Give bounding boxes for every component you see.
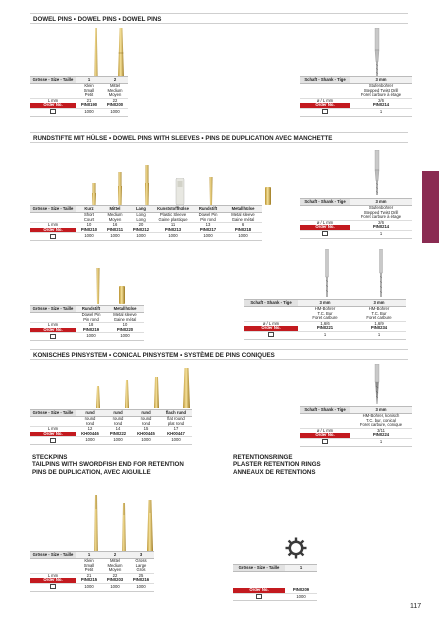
sleeve-pin-long-image xyxy=(144,165,150,205)
length-cell: 25 xyxy=(128,573,154,578)
size-cell: 2 xyxy=(102,552,128,559)
chapter-tab-marker[interactable] xyxy=(422,171,439,243)
dimension-cell: 2/6 xyxy=(350,220,412,225)
package-icon xyxy=(268,332,274,337)
stepped-drill-table-2 xyxy=(300,198,412,239)
dowel-pin-long-image xyxy=(95,268,101,304)
size-cell: Kurz xyxy=(76,206,102,213)
order-number[interactable]: PIN0218 xyxy=(234,226,252,232)
desc-cell: Klein Small Petit xyxy=(76,84,102,99)
length-cell: 12 xyxy=(76,427,104,432)
length-label: L mm xyxy=(30,427,76,432)
metal-sleeve-long-image xyxy=(118,286,126,304)
pack-qty: 1 xyxy=(298,331,352,339)
pack-qty: 1000 xyxy=(132,437,160,445)
size-cell: Lang xyxy=(128,206,154,213)
order-number[interactable]: PIN0234 xyxy=(370,325,388,331)
title-line: PINS DE DUPLICATION, AVEC AIGUILLE xyxy=(32,468,151,476)
section-header-dowel-pins: DOWEL PINS • DOWEL PINS • DOWEL PINS xyxy=(30,13,408,24)
conical-pin-15-image xyxy=(153,377,160,408)
length-cell: 22 xyxy=(102,98,128,103)
desc-cell: Medium Moyen xyxy=(102,213,128,223)
desc-cell: Klein Small Petit xyxy=(76,559,102,574)
size-cell: 1 xyxy=(76,552,102,559)
pack-qty: 1 xyxy=(350,438,412,446)
pack-qty: 1 xyxy=(352,331,406,339)
order-label: Order No. xyxy=(30,228,76,233)
dowel-pins-table xyxy=(30,76,128,117)
dowel-pin-size-1-image xyxy=(93,28,99,78)
shank-cell: 3 mm xyxy=(350,407,412,414)
length-label: L mm xyxy=(30,223,76,228)
order-label: Order No. xyxy=(233,588,285,593)
desc-cell: Dowel Pin Pin rond xyxy=(192,213,224,223)
pack-qty: 1000 xyxy=(285,593,317,601)
length-cell: 16 xyxy=(102,223,128,228)
order-number[interactable]: PIN0215 xyxy=(80,577,98,583)
tailpin-size-1-image xyxy=(93,495,99,551)
pack-qty: 1000 xyxy=(128,583,154,591)
order-label: Order No. xyxy=(30,432,76,437)
dimension-cell: 3/11 xyxy=(350,428,412,433)
pack-qty: 1000 xyxy=(102,233,128,241)
page-number: 117 xyxy=(410,603,422,610)
metal-sleeve-image xyxy=(264,187,272,205)
order-number[interactable]: PIN0212 xyxy=(132,226,150,232)
order-number[interactable]: PIN0224 xyxy=(372,432,390,438)
dimension-label: ø / L mm xyxy=(300,220,350,225)
desc-cell: flat round plat rond xyxy=(160,417,192,427)
size-cell: Kunststoffhülse xyxy=(154,206,192,213)
size-cell: Metallhülse xyxy=(224,206,262,213)
size-cell: Rundstift xyxy=(76,306,106,313)
size-label: Grösse - Size - Taille xyxy=(30,206,76,213)
conical-bur-table xyxy=(300,406,412,447)
order-number[interactable]: PIN0213 xyxy=(164,226,182,232)
sleeve-pin-medium-image xyxy=(117,172,123,205)
dimension-cell: 2/6 xyxy=(350,98,412,103)
length-cell: 22 xyxy=(102,573,128,578)
desc-cell: HM-Bohrer T.C. Bur Foret carbure xyxy=(352,307,406,322)
size-cell: rund xyxy=(104,410,132,417)
shank-cell: 3 mm xyxy=(298,300,352,307)
pack-qty: 1000 xyxy=(76,333,106,341)
dimension-label: ø / L mm xyxy=(300,98,350,103)
size-cell: rund xyxy=(132,410,160,417)
shank-cell: 3 mm xyxy=(350,77,412,84)
size-label: Grösse - Size - Taille xyxy=(30,410,76,417)
tailpins-table xyxy=(30,551,154,592)
order-number[interactable]: PIN0216 xyxy=(132,577,150,583)
pack-qty: 1000 xyxy=(104,437,132,445)
desc-cell: Gross Large Gros xyxy=(128,559,154,574)
desc-cell: Metal sleeve Gaine métal xyxy=(224,213,262,223)
length-cell: 6 xyxy=(224,223,262,228)
size-cell: Mittel xyxy=(102,206,128,213)
desc-cell: Dowel Pin Pin rond xyxy=(76,313,106,323)
order-label: Order No. xyxy=(300,103,350,108)
desc-cell: round rond xyxy=(104,417,132,427)
package-icon xyxy=(322,231,328,236)
order-label: Order No. xyxy=(300,433,350,438)
pack-qty: 1000 xyxy=(76,437,104,445)
order-number[interactable]: PIN0203 xyxy=(106,577,124,583)
stepped-drill-image xyxy=(373,28,381,78)
pack-qty: 1000 xyxy=(76,233,102,241)
size-label: Grösse - Size - Taille xyxy=(233,565,285,572)
pack-qty: 1000 xyxy=(76,583,102,591)
order-number[interactable]: KH00445 xyxy=(137,430,155,436)
order-label: Order No. xyxy=(30,328,76,333)
dimension-label: ø / L mm xyxy=(244,321,298,326)
dowel-pin-round-image xyxy=(208,177,214,205)
order-number[interactable]: PIN0221 xyxy=(316,325,334,331)
carbide-bur-table xyxy=(244,299,406,340)
carbide-bur-image xyxy=(324,249,330,299)
sleeve-pin-short-image xyxy=(91,183,97,205)
stepped-drill-table xyxy=(300,76,412,117)
length-label: L mm xyxy=(30,98,76,103)
desc-cell: round rond xyxy=(132,417,160,427)
length-label: L mm xyxy=(30,323,76,328)
length-cell: 15 xyxy=(132,427,160,432)
size-cell: flach rund xyxy=(160,410,192,417)
dimension-cell: 1,6/9 xyxy=(352,321,406,326)
pack-qty: 1000 xyxy=(102,108,128,116)
shank-label: Schaft - Shank - Tige xyxy=(300,407,350,414)
desc-cell: Plastic Sleeve Gaine plastique xyxy=(154,213,192,223)
section-header-conical-pinsystem: KONISCHES PINSYSTEM • CONICAL PINSYSTEM • SYSTÈME DE PINS CONIQUES xyxy=(30,349,408,360)
order-number[interactable]: KH00446 xyxy=(81,430,99,436)
order-number[interactable]: PIN0214 xyxy=(372,224,390,230)
stepped-drill-image xyxy=(373,150,381,196)
pack-qty: 1000 xyxy=(224,233,262,241)
size-label: Grösse - Size - Taille xyxy=(30,306,76,313)
length-cell: 13 xyxy=(192,223,224,228)
dimension-cell: 1,6/6 xyxy=(298,321,352,326)
size-cell: 1 xyxy=(76,77,102,84)
length-cell: 18 xyxy=(76,323,106,328)
order-number[interactable]: PIN0211 xyxy=(106,226,124,232)
package-icon xyxy=(322,109,328,114)
package-icon xyxy=(50,584,56,589)
order-number[interactable]: KH00447 xyxy=(167,430,185,436)
size-cell: Rundstift xyxy=(192,206,224,213)
length-cell: 17 xyxy=(160,427,192,432)
dowel-pins-sleeves-table xyxy=(30,205,262,241)
length-cell: 21 xyxy=(76,573,102,578)
conical-pins-table xyxy=(30,409,192,445)
title-line: RETENTIONSRINGE xyxy=(233,454,293,461)
order-label: Order No. xyxy=(300,225,350,230)
order-label: Order No. xyxy=(30,103,76,108)
desc-cell: Stufenbohrer Stepped Twist Drill Foret carbure à étage xyxy=(350,84,412,99)
package-icon xyxy=(50,438,56,443)
length-cell: 14 xyxy=(104,427,132,432)
desc-cell: Mittel Medium Moyen xyxy=(102,84,128,99)
shank-label: Schaft - Shank - Tige xyxy=(244,300,298,307)
dimension-label: ø / L mm xyxy=(300,428,350,433)
conical-pin-14-image xyxy=(124,380,130,408)
section-header-retention-rings xyxy=(233,454,321,476)
plastic-sleeve-image xyxy=(175,178,185,205)
pack-qty: 1000 xyxy=(102,583,128,591)
dowel-pin-metal-sleeve-table xyxy=(30,305,144,341)
package-icon xyxy=(50,334,56,339)
order-number[interactable]: PIN0217 xyxy=(199,226,217,232)
length-cell: 10 xyxy=(106,323,144,328)
order-number[interactable]: PIN0214 xyxy=(372,102,390,108)
dowel-pin-size-2-image xyxy=(117,28,125,78)
shank-label: Schaft - Shank - Tige xyxy=(300,199,350,206)
desc-cell: HM-Bohrer, konisch T.C. bur, conical Foret carbure, conique xyxy=(350,414,412,429)
size-cell: 3 xyxy=(128,552,154,559)
section-header-dowel-pins-sleeves: RUNDSTIFTE MIT HÜLSE • DOWEL PINS WITH SLEEVES • PINS DE DUPLICATION AVEC MANCHETTE xyxy=(30,132,408,143)
size-cell: 2 xyxy=(102,77,128,84)
order-number[interactable]: PIN0210 xyxy=(80,226,98,232)
title-line: TAILPINS WITH SWORDFISH END FOR RETENTION xyxy=(32,461,184,469)
size-label: Grösse - Size - Taille xyxy=(30,77,76,84)
order-number[interactable]: PIN0219 xyxy=(82,326,100,332)
pack-qty: 1000 xyxy=(128,233,154,241)
title-line: STECKPINS xyxy=(32,454,68,461)
size-cell: 1 xyxy=(285,565,317,572)
package-icon xyxy=(322,439,328,444)
pack-qty: 1000 xyxy=(76,108,102,116)
order-label: Order No. xyxy=(30,578,76,583)
pack-qty: 1 xyxy=(350,108,412,116)
length-cell: 11 xyxy=(154,223,192,228)
desc-cell: round rond xyxy=(76,417,104,427)
size-label: Grösse - Size - Taille xyxy=(30,552,76,559)
carbide-bur-image xyxy=(378,249,384,299)
package-icon xyxy=(256,594,262,599)
pack-qty: 1 xyxy=(350,230,412,238)
shank-cell: 3 mm xyxy=(350,199,412,206)
conical-pin-flat-image xyxy=(182,368,191,408)
length-cell: 21 xyxy=(76,98,102,103)
size-cell: Metallhülse xyxy=(106,306,144,313)
package-icon xyxy=(50,234,56,239)
title-line: PLASTER RETENTION RINGS xyxy=(233,461,321,469)
tailpin-size-2-image xyxy=(121,503,127,551)
length-cell: 20 xyxy=(128,223,154,228)
desc-cell: Mittel Medium Moyen xyxy=(102,559,128,574)
retention-ring-image xyxy=(285,537,307,559)
package-icon xyxy=(50,109,56,114)
desc-cell: Metal sleeve Gaine métal xyxy=(106,313,144,323)
desc-cell: Stufenbohrer Stepped Twist Drill Foret carbure à étage xyxy=(350,206,412,221)
conical-bur-image xyxy=(373,364,381,406)
order-number[interactable]: PIN0209 xyxy=(292,587,310,592)
conical-pin-12-image xyxy=(95,386,101,408)
section-header-steckpins xyxy=(32,454,184,476)
tailpin-size-3-image xyxy=(146,500,154,551)
order-number[interactable]: PIN0220 xyxy=(116,326,134,332)
desc-cell: HM-Bohrer T.C. Bur Foret carbure xyxy=(298,307,352,322)
pack-qty: 1000 xyxy=(106,333,144,341)
length-cell: 10 xyxy=(76,223,102,228)
pack-qty: 1000 xyxy=(192,233,224,241)
order-number[interactable]: PIN0222 xyxy=(109,430,127,436)
desc-cell: Long Long xyxy=(128,213,154,223)
shank-cell: 3 mm xyxy=(352,300,406,307)
order-label: Order No. xyxy=(244,326,298,331)
length-label: L mm xyxy=(30,573,76,578)
order-number[interactable]: PIN0200 xyxy=(106,102,124,108)
shank-label: Schaft - Shank - Tige xyxy=(300,77,350,84)
retention-rings-table xyxy=(233,564,317,601)
title-line: ANNEAUX DE RETENTIONS xyxy=(233,468,316,476)
size-cell: rund xyxy=(76,410,104,417)
desc-cell: Short Court xyxy=(76,213,102,223)
pack-qty: 1000 xyxy=(160,437,192,445)
order-number[interactable]: PIN0190 xyxy=(80,102,98,108)
pack-qty: 1000 xyxy=(154,233,192,241)
